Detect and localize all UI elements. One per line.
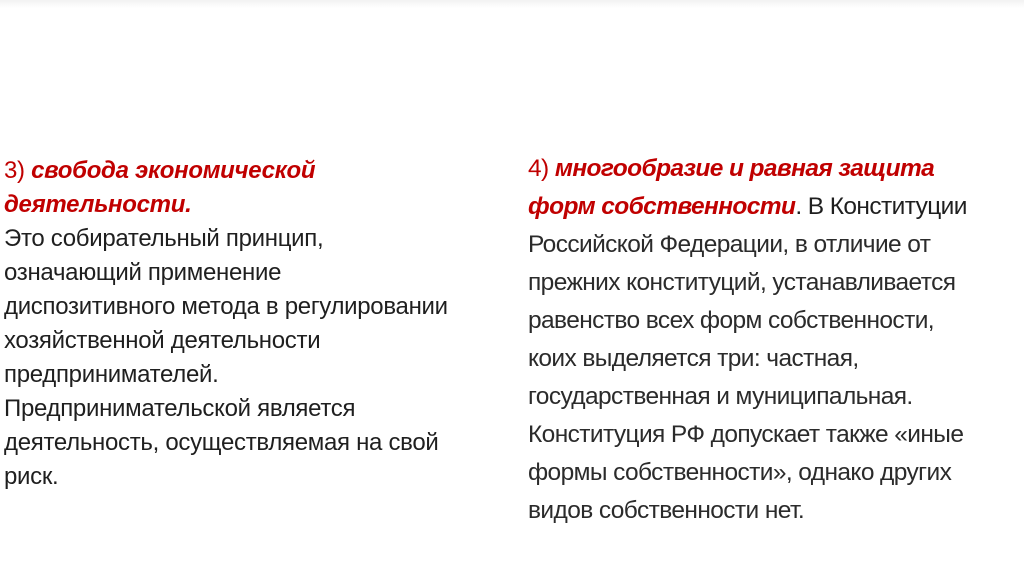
principle-4-number: 4)	[528, 155, 549, 182]
principle-4-text-line: прежних конституций, устанавливается	[528, 269, 956, 296]
principle-4-text-line: равенство всех форм собственности,	[528, 307, 934, 334]
principle-3-heading-line1	[4, 154, 504, 188]
principle-3-title-part1: свобода экономической	[31, 157, 316, 184]
principle-4-title-tail: . В Конституции	[795, 193, 967, 220]
principle-4-heading-line2	[528, 188, 998, 226]
principle-3-text-line: предпринимателей.	[4, 361, 219, 388]
principle-3-number: 3)	[4, 157, 25, 184]
principle-4-heading-line1	[528, 150, 998, 188]
principle-3-text-line: означающий применение	[4, 259, 282, 286]
principle-3-text-line: Это собирательный принцип,	[4, 225, 324, 252]
principle-3-text-line: хозяйственной деятельности	[4, 327, 321, 354]
principle-3-title-period: .	[185, 191, 192, 218]
principle-3-text-line: диспозитивного метода в регулировании	[4, 293, 448, 320]
principle-3-text-line: Предпринимательской является	[4, 395, 356, 422]
principle-3-title-part2: деятельности	[4, 191, 186, 218]
principle-4-block	[528, 150, 998, 530]
principle-3-heading-line2	[4, 188, 504, 222]
principle-4-text-line: Конституция РФ допускает также «иные	[528, 421, 964, 448]
principle-4-text-line: коих выделяется три: частная,	[528, 345, 859, 372]
principle-4-text-line: формы собственности», однако других	[528, 459, 952, 486]
top-strip	[0, 0, 1024, 8]
principle-4-title-part1: многообразие и равная защита	[554, 155, 935, 182]
principle-3-block	[4, 154, 504, 494]
principle-4-text-line: видов собственности нет.	[528, 497, 805, 524]
principle-3-text-line: риск.	[4, 463, 59, 490]
principle-4-title-part2: форм собственности	[528, 193, 796, 220]
principle-4-text-line: Российской Федерации, в отличие от	[528, 231, 931, 258]
principle-3-text-line: деятельность, осуществляемая на свой	[4, 429, 439, 456]
principle-4-text-line: государственная и муниципальная.	[528, 383, 913, 410]
